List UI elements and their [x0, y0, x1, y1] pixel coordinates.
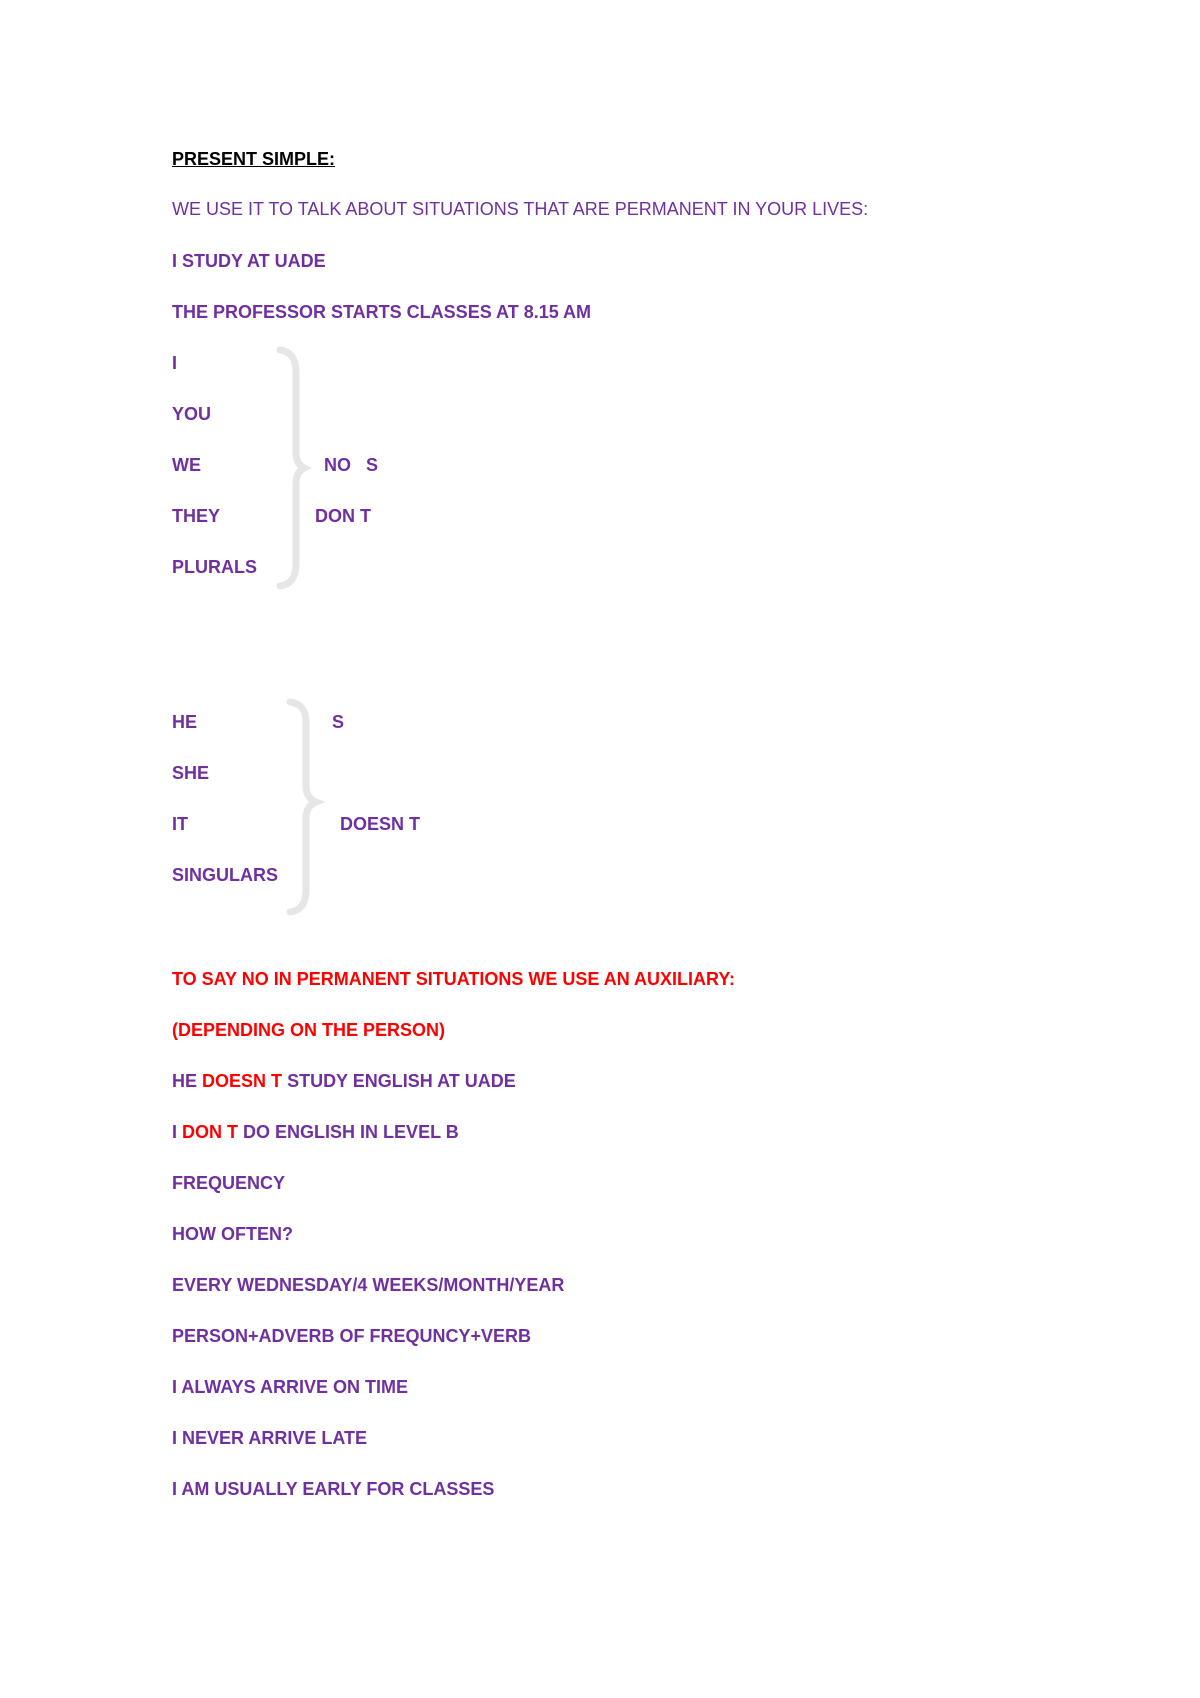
negation-example [172, 1121, 459, 1143]
rule-doesnt: DOESN T [340, 814, 421, 834]
negation-note: (DEPENDING ON THE PERSON) [172, 1020, 446, 1040]
negation-title: TO SAY NO IN PERMANENT SITUATIONS WE USE AN AUXILIARY: [172, 969, 736, 989]
example-line: I STUDY AT UADE [172, 251, 326, 271]
example-line: THE PROFESSOR STARTS CLASSES AT 8.15 AM [172, 302, 592, 322]
pronoun-it: IT [172, 814, 188, 834]
negation-auxiliary: DOESN T [202, 1071, 283, 1091]
frequency-question: HOW OFTEN? [172, 1224, 293, 1244]
rule-dont: DON T [315, 506, 371, 526]
pronoun-you: YOU [172, 404, 212, 424]
pronoun-singulars: SINGULARS [172, 865, 279, 885]
negation-rest: STUDY ENGLISH AT UADE [287, 1071, 516, 1091]
frequency-example: I AM USUALLY EARLY FOR CLASSES [172, 1479, 495, 1499]
page-title: PRESENT SIMPLE: [172, 149, 336, 169]
frequency-structure: PERSON+ADVERB OF FREQUNCY+VERB [172, 1326, 532, 1346]
pronoun-plurals: PLURALS [172, 557, 257, 577]
negation-subject: I [172, 1122, 178, 1142]
intro-text: WE USE IT TO TALK ABOUT SITUATIONS THAT ARE PERMANENT IN YOUR LIVES: [172, 199, 869, 219]
negation-example [172, 1070, 516, 1092]
rule-s: S [332, 712, 345, 732]
pronoun-i: I [172, 353, 178, 373]
negation-subject: HE [172, 1071, 198, 1091]
pronoun-she: SHE [172, 763, 210, 783]
frequency-example: I NEVER ARRIVE LATE [172, 1428, 368, 1448]
frequency-expressions: EVERY WEDNESDAY/4 WEEKS/MONTH/YEAR [172, 1275, 565, 1295]
rule-no-s: NO S [324, 455, 379, 475]
negation-rest: DO ENGLISH IN LEVEL B [243, 1122, 459, 1142]
frequency-heading: FREQUENCY [172, 1173, 286, 1193]
pronoun-they: THEY [172, 506, 221, 526]
frequency-example: I ALWAYS ARRIVE ON TIME [172, 1377, 409, 1397]
negation-auxiliary: DON T [182, 1122, 239, 1142]
pronoun-he: HE [172, 712, 198, 732]
pronoun-we: WE [172, 455, 201, 475]
